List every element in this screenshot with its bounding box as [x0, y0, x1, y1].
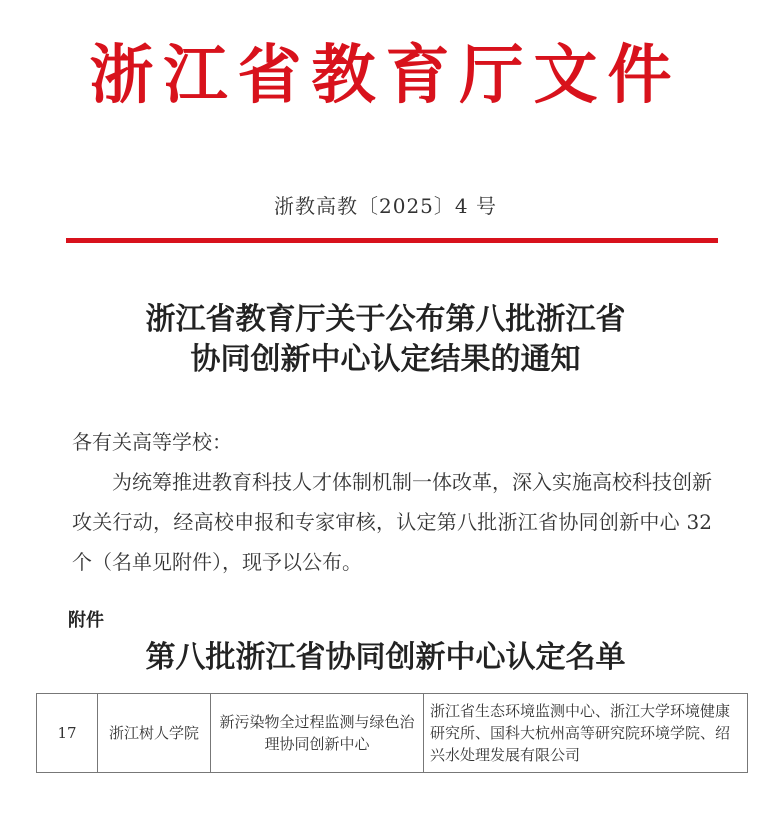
notice-body-paragraph: 为统筹推进教育科技人才体制机制一体改革，深入实施高校科技创新攻关行动，经高校申报和专家审核，认定第八批浙江省协同创新中心 32 个（名单见附件），现予以公布。 [72, 470, 712, 574]
attachment-label: 附件 [68, 610, 104, 631]
centers-table [36, 693, 748, 773]
page-bottom-crop [36, 780, 748, 829]
red-divider-rule [66, 238, 718, 243]
attachment-list-title: 第八批浙江省协同创新中心认定名单 [145, 640, 626, 675]
notice-title-line-1: 浙江省教育厅关于公布第八批浙江省 [145, 302, 626, 337]
salutation: 各有关高等学校： [72, 430, 232, 454]
notice-title-line-2: 协同创新中心认定结果的通知 [190, 342, 581, 377]
table-row [37, 694, 748, 773]
document-number: 浙教高教〔2025〕4 号 [274, 194, 497, 218]
center-name-cell: 新污染物全过程监测与绿色治理协同创新中心 [211, 694, 424, 773]
row-number-cell: 17 [37, 694, 98, 773]
document-masthead: 浙江省教育厅文件 [89, 39, 682, 113]
partner-units-cell: 浙江省生态环境监测中心、浙江大学环境健康研究所、国科大杭州高等研究院环境学院、绍兴水处理发展有限公司 [424, 694, 748, 773]
notice-title [0, 300, 771, 380]
lead-unit-cell: 浙江树人学院 [98, 694, 211, 773]
